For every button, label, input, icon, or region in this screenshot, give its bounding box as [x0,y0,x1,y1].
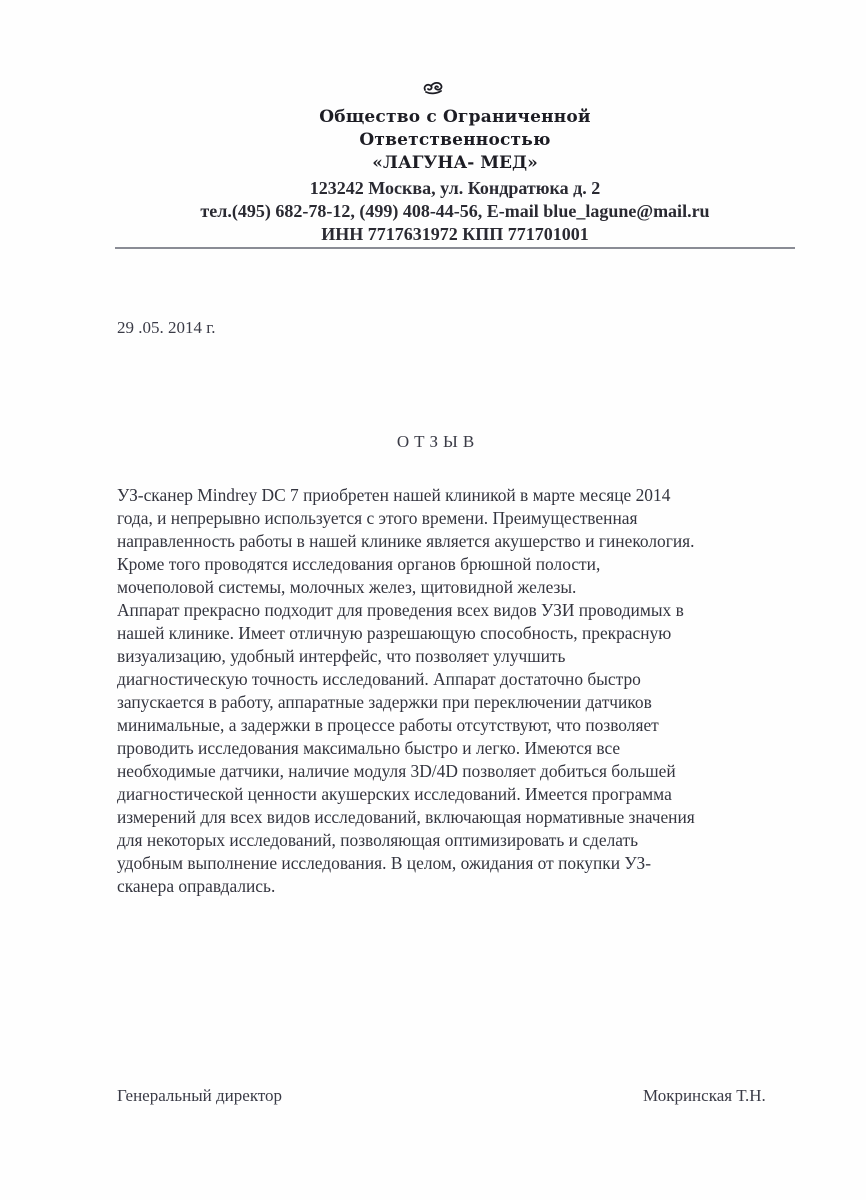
body-line: измерений для всех видов исследований, включающая нормативные значения [117,807,695,827]
body-line: диагностическую точность исследований. Аппарат достаточно быстро [117,669,641,689]
signatory-name: Мокринская Т.Н. [643,1086,766,1105]
body-line: года, и непрерывно используется с этого времени. Преимущественная [117,508,638,528]
body-line: минимальные, а задержки в процессе работы отсутствуют, что позволяет [117,715,659,735]
body-line: нашей клинике. Имеет отличную разрешающую способность, прекрасную [117,623,672,643]
org-address: 123242 Москва, ул. Кондратюка д. 2 [309,178,601,198]
signatory-position: Генеральный директор [117,1086,283,1105]
body-line: мочеполовой системы, молочных желез, щитовидной железы. [117,577,577,597]
body-line: проводить исследования максимально быстро и легко. Имеются все [117,738,621,758]
org-contacts: тел.(495) 682-78-12, (499) 408-44-56, E-mail blue_lagune@mail.ru [200,201,710,221]
body-line: Аппарат прекрасно подходит для проведения всех видов УЗИ проводимых в [117,600,684,620]
fleuron-ornament-icon [0,76,866,100]
org-tax-ids: ИНН 7717631972 КПП 771701001 [321,224,589,244]
letter-date: 29 .05. 2014 г. [117,318,216,337]
body-line: сканера оправдались. [117,876,276,896]
org-name-line1: Общество с Ограниченной [319,107,591,127]
fleuron-ornament-icon [422,79,444,95]
org-brand: «ЛАГУНА- МЕД» [372,153,538,173]
body-line: запускается в работу, аппаратные задержки при переключении датчиков [117,692,652,712]
review-body [117,484,807,898]
body-line: необходимые датчики, наличие модуля 3D/4D позволяет добиться большей [117,761,676,781]
document-title: ОТЗЫВ [396,432,480,451]
body-line: Кроме того проводятся исследования органов брюшной полости, [117,554,601,574]
body-line: направленность работы в нашей клинике является акушерство и гинекология. [117,531,695,551]
letterhead [0,106,866,175]
body-line: для некоторых исследований, позволяющая оптимизировать и сделать [117,830,639,850]
org-name-line2: Ответственностью [359,130,551,150]
body-line: УЗ-сканер Mindrey DC 7 приобретен нашей клиникой в марте месяце 2014 [117,485,671,505]
body-line: диагностической ценности акушерских исследований. Имеется программа [117,784,672,804]
body-line: визуализацию, удобный интерфейс, что позволяет улучшить [117,646,566,666]
letterhead-divider [115,247,795,249]
body-line: удобным выполнение исследования. В целом, ожидания от покупки УЗ- [117,853,651,873]
